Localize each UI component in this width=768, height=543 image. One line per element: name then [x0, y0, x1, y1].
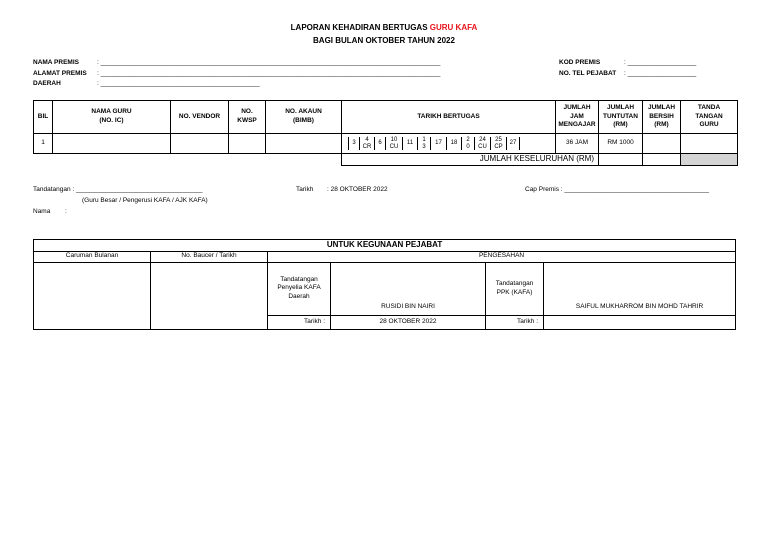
- header-jumlah-tuntutan: JUMLAH TUNTUTAN (RM): [599, 101, 643, 134]
- pengesahan-header: PENGESAHAN: [268, 251, 736, 262]
- alamat-premis-label: ALAMAT PREMIS: [33, 70, 87, 77]
- header-no-akaun: NO. AKAUN (BIMB): [266, 101, 342, 134]
- date-day: 18: [450, 140, 458, 147]
- date-code: CU: [389, 143, 399, 150]
- row-jumlah-jam: 36 JAM: [556, 134, 599, 154]
- no-tel-pejabat-label: NO. TEL PEJABAT: [559, 70, 617, 77]
- date-cell: [348, 137, 359, 150]
- date-cell: [374, 137, 385, 150]
- header-no-vendor: NO. VENDOR: [171, 101, 229, 134]
- kod-premis-field[interactable]: : ___________________: [624, 59, 697, 66]
- table-row: [34, 134, 738, 154]
- date-code: CR: [362, 143, 372, 150]
- date-day: 25: [495, 136, 502, 143]
- total-tuntutan: [599, 154, 643, 166]
- daerah-label: DAERAH: [33, 80, 61, 87]
- office-use-table: [33, 239, 736, 330]
- table-header-row: [34, 101, 738, 134]
- header-tanda-tangan: TANDA TANGAN GURU: [681, 101, 738, 134]
- tandatangan-field[interactable]: ___________________________________: [76, 186, 203, 193]
- date-day: 17: [435, 140, 442, 147]
- report-title: LAPORAN KEHADIRAN BERTUGAS GURU KAFA: [290, 23, 478, 32]
- tandatangan-line: Tandatangan : ___________________________________: [33, 186, 203, 193]
- row-jumlah-bersih[interactable]: [643, 134, 681, 154]
- tarikh-label: Tarikh: [296, 186, 314, 193]
- dates-strip: [342, 137, 555, 150]
- date-cell: [446, 137, 461, 150]
- date-cell: [385, 137, 402, 150]
- date-spacer: [519, 137, 555, 150]
- date-day: 3: [352, 140, 356, 147]
- header-jumlah-jam: JUMLAH JAM MENGAJAR: [556, 101, 599, 134]
- row-dates: [342, 134, 556, 154]
- date-day: 1: [422, 136, 426, 143]
- header-jumlah-bersih: JUMLAH BERSIH (RM): [643, 101, 681, 134]
- daerah-field[interactable]: : ____________________________________________: [97, 80, 260, 87]
- tarikh-value-1: 28 OKTOBER 2022: [331, 315, 486, 329]
- baucer-cell[interactable]: [151, 262, 268, 329]
- caruman-cell[interactable]: [34, 262, 151, 329]
- ppk-name: SAIFUL MUKHARROM BIN MOHD TAHRIR: [575, 303, 704, 311]
- row-bil: 1: [34, 134, 53, 154]
- penyelia-label: Tandatangan Penyelia KAFA Daerah: [268, 262, 331, 315]
- nama-premis-field[interactable]: : ______________________________________________________________________________________________: [97, 59, 441, 66]
- date-cell: [461, 137, 474, 150]
- attendance-table: [33, 100, 738, 166]
- total-bersih: [643, 154, 681, 166]
- date-cell: [430, 137, 446, 150]
- date-code: CU: [478, 143, 487, 150]
- nama-label: Nama: [33, 208, 51, 215]
- row-jumlah-tuntutan: RM 1000: [599, 134, 643, 154]
- date-day: 24: [479, 136, 486, 143]
- cap-premis-field[interactable]: ________________________________________: [564, 186, 709, 193]
- kod-premis-label: KOD PREMIS: [559, 59, 601, 66]
- header-no-kwsp: NO. KWSP: [229, 101, 266, 134]
- row-no-akaun[interactable]: [266, 134, 342, 154]
- tarikh-label-2: Tarikh :: [486, 315, 544, 329]
- ppk-signature[interactable]: [544, 262, 736, 315]
- header-nama-guru: NAMA GURU (NO. IC): [53, 101, 171, 134]
- total-row: [34, 154, 738, 166]
- date-day: 11: [406, 140, 414, 147]
- date-day: 27: [509, 140, 517, 147]
- baucer-header: No. Baucer / Tarikh: [151, 251, 268, 262]
- date-cell: [359, 137, 374, 150]
- date-cell: [506, 137, 519, 150]
- title-highlight: GURU KAFA: [429, 23, 478, 32]
- nama-field[interactable]: :: [65, 208, 67, 215]
- date-day: 2: [466, 136, 470, 143]
- office-title: UNTUK KEGUNAAN PEJABAT: [34, 240, 736, 252]
- total-label: JUMLAH KESELURUHAN (RM): [342, 154, 599, 166]
- date-day: 10: [390, 136, 398, 143]
- date-cell: [402, 137, 417, 150]
- tarikh-label-1: Tarikh :: [268, 315, 331, 329]
- tarikh-value-2[interactable]: [544, 315, 736, 329]
- row-no-vendor[interactable]: [171, 134, 229, 154]
- date-cell: [417, 137, 430, 150]
- header-bil: BIL: [34, 101, 53, 134]
- cap-premis-line: Cap Premis : ________________________________________: [525, 186, 709, 193]
- ppk-label: Tandatangan PPK (KAFA): [486, 262, 544, 315]
- date-cell: [490, 137, 506, 150]
- date-code: CP: [494, 143, 503, 150]
- date-cell: [474, 137, 490, 150]
- role-note: (Guru Besar / Pengerusi KAFA / AJK KAFA): [82, 197, 208, 204]
- report-subtitle: BAGI BULAN OKTOBER TAHUN 2022: [313, 36, 455, 45]
- penyelia-signature[interactable]: [331, 262, 486, 315]
- row-nama-guru[interactable]: [53, 134, 171, 154]
- nama-premis-label: NAMA PREMIS: [33, 59, 79, 66]
- row-tanda-tangan[interactable]: [681, 134, 738, 154]
- header-tarikh-bertugas: TARIKH BERTUGAS: [342, 101, 556, 134]
- date-code: 3: [422, 143, 426, 150]
- date-day: 6: [378, 140, 382, 147]
- alamat-premis-field[interactable]: : ______________________________________________________________________________________________: [97, 70, 441, 77]
- penyelia-name: RUSIDI BIN NAIRI: [381, 303, 435, 311]
- caruman-header: Caruman Bulanan: [34, 251, 151, 262]
- date-day: 4: [365, 136, 369, 143]
- tarikh-value: : 28 OKTOBER 2022: [327, 186, 388, 193]
- date-code: 0: [466, 143, 470, 150]
- total-grey-cell: [681, 154, 738, 166]
- no-tel-pejabat-field[interactable]: : ___________________: [624, 70, 697, 77]
- row-no-kwsp[interactable]: [229, 134, 266, 154]
